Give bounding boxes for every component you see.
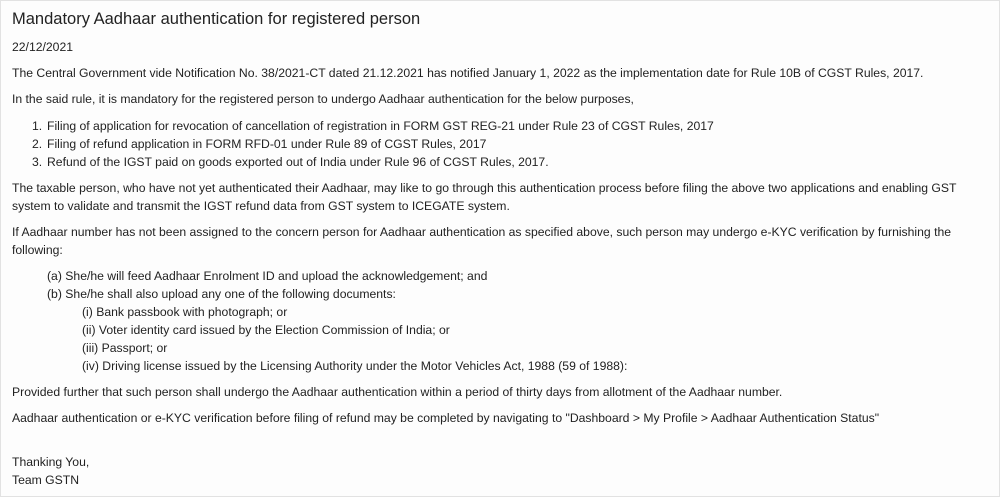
list-item-number: 2. [32, 137, 43, 151]
intro-paragraph: The Central Government vide Notification No. 38/2021-CT dated 21.12.2021 has notified January 1, 2022 as the implementation date for Rule 10B of CGST Rules, 2017. [12, 66, 924, 80]
notice-title: Mandatory Aadhaar authentication for registered person [12, 10, 421, 28]
taxable-person-paragraph: The taxable person, who have not yet authenticated their Aadhaar, may like to go through this authentication process before filing the above two applications and enabling GST system to validate and transmit the IGST refund data from GST system to ICEGATE system. [12, 181, 957, 213]
provided-further-paragraph: Provided further that such person shall undergo the Aadhaar authentication within a period of thirty days from allotment of the Aadhaar number. [12, 385, 783, 399]
notice-date: 22/12/2021 [12, 40, 73, 54]
list-item [32, 153, 549, 171]
list-item-number: 3. [32, 155, 43, 169]
list-item-text: Filing of refund application in FORM RFD-01 under Rule 89 of CGST Rules, 2017 [47, 137, 487, 151]
list-item-number: 1. [32, 119, 43, 133]
closing-text: Thanking You, [12, 455, 90, 469]
rule-statement-paragraph: In the said rule, it is mandatory for the registered person to undergo Aadhaar authentication for the below purposes, [12, 92, 634, 106]
list-item-text: Refund of the IGST paid on goods exported out of India under Rule 96 of CGST Rules, 2017. [47, 155, 549, 169]
list-item: (ii) Voter identity card issued by the Election Commission of India; or [82, 323, 450, 337]
list-item-text: Filing of application for revocation of cancellation of registration in FORM GST REG-21 under Rule 23 of CGST Rules, 2017 [47, 119, 714, 133]
list-item: (iv) Driving license issued by the Licensing Authority under the Motor Vehicles Act, 1988 (59 of 1988): [82, 359, 628, 373]
list-item: (a) She/he will feed Aadhaar Enrolment ID and upload the acknowledgement; and [47, 269, 488, 283]
list-item [32, 135, 486, 153]
list-item: (i) Bank passbook with photograph; or [82, 305, 288, 319]
list-item: (iii) Passport; or [82, 341, 168, 355]
navigation-note-paragraph: Aadhaar authentication or e-KYC verification before filing of refund may be completed by navigating to "Dashboard > My Profile > Aadhaar Authentication Status" [12, 411, 880, 425]
list-item: (b) She/he shall also upload any one of the following documents: [47, 287, 396, 301]
ekyc-intro-paragraph: If Aadhaar number has not been assigned to the concern person for Aadhaar authentication as specified above, such person may undergo e-KYC verification by furnishing the following: [12, 225, 952, 257]
list-item [32, 117, 714, 135]
signature-text: Team GSTN [12, 473, 80, 487]
